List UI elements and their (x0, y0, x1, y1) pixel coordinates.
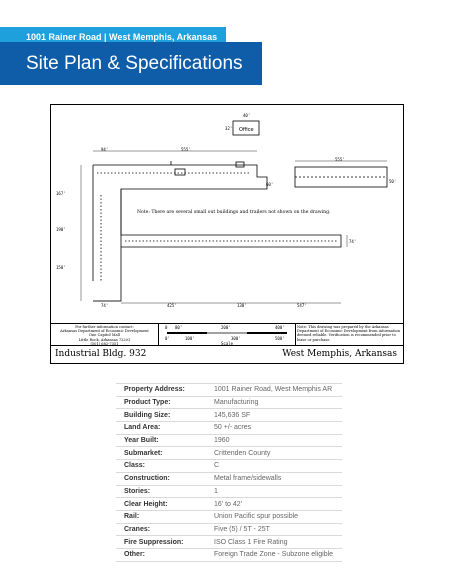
contact-line: (501) 682-7351 (90, 341, 119, 346)
scale-tick: 500' (275, 336, 285, 341)
spec-row (116, 434, 342, 447)
spec-value: Five (5) / 5T - 25T (206, 523, 342, 536)
contact-line: One Capitol Mall (89, 333, 120, 338)
spec-row (116, 422, 342, 435)
address-bar: 1001 Rainer Road | West Memphis, Arkansas (0, 27, 226, 47)
scale-tick: 0' (165, 336, 170, 341)
dim-bottom-b: 138' (237, 303, 247, 308)
spec-value: 145,636 SF (206, 409, 342, 422)
spec-label: Class: (116, 460, 206, 473)
spec-row (116, 460, 342, 473)
dim-top-right: 60' (266, 182, 274, 187)
location-title: West Memphis, Arkansas (282, 349, 397, 359)
dim-right-bldg-end: 50' (389, 179, 397, 184)
dim-top-main: 555' (181, 147, 191, 152)
spec-row (116, 384, 342, 397)
disclaimer-note: Note: This drawing was prepared by the Arkansas Department of Economic Development from information deemed reliable. Verification is recommended prior to lease or purchase. (297, 325, 400, 342)
office-label: Office (239, 127, 254, 133)
drawing-note: Note: There are several small out buildings and trailers not shown on the drawing. (137, 210, 331, 215)
spec-row (116, 498, 342, 511)
spec-label: Property Address: (116, 384, 206, 397)
contact-line: For further information contact: (75, 325, 134, 329)
spec-label: Building Size: (116, 409, 206, 422)
scale-tick: 0 (165, 325, 168, 330)
scale-tick: 200' (221, 325, 231, 330)
spec-label: Clear Height: (116, 498, 206, 511)
specifications-table (116, 383, 342, 562)
spec-label: Rail: (116, 510, 206, 523)
contact-line: Little Rock, Arkansas 72201 (78, 337, 131, 342)
dim-right-mid: 74' (349, 239, 357, 244)
spec-label: Other: (116, 548, 206, 561)
spec-label: Fire Suppression: (116, 536, 206, 549)
dim-right-bldg: 555' (335, 157, 345, 162)
spec-row (116, 485, 342, 498)
spec-row (116, 472, 342, 485)
scale-tick: 400' (275, 325, 285, 330)
spec-row (116, 396, 342, 409)
spec-value: 1001 Rainer Road, West Memphis AR (206, 384, 342, 397)
spec-value: 50 +/- acres (206, 422, 342, 435)
spec-label: Construction: (116, 472, 206, 485)
spec-label: Submarket: (116, 447, 206, 460)
scale-tick: 80' (175, 325, 183, 330)
drawing-footer (51, 323, 403, 346)
spec-value: Manufacturing (206, 396, 342, 409)
contact-block (51, 324, 159, 346)
spec-row (116, 548, 342, 561)
dim-bottom-left: 74' (101, 303, 109, 308)
dim-left-upper: 167' (56, 191, 66, 196)
spec-value: C (206, 460, 342, 473)
spec-label: Stories: (116, 485, 206, 498)
dim-office-side: 32' (225, 126, 233, 131)
spec-row (116, 409, 342, 422)
spec-value: Union Pacific spur possible (206, 510, 342, 523)
spec-label: Product Type: (116, 396, 206, 409)
spec-value: 1960 (206, 434, 342, 447)
spec-value: 1 (206, 485, 342, 498)
dim-office-top: 40' (243, 113, 251, 118)
contact-line: Arkansas Department of Economic Development (60, 329, 149, 334)
main-bldg-outline (93, 165, 341, 301)
spec-row (116, 523, 342, 536)
dim-bottom-a: 425' (167, 303, 177, 308)
scale-tick: 100' (185, 336, 195, 341)
spec-label: Year Built: (116, 434, 206, 447)
spec-value: ISO Class 1 Fire Rating (206, 536, 342, 549)
site-plan-drawing (50, 104, 404, 364)
spec-row (116, 536, 342, 549)
spec-row (116, 510, 342, 523)
dim-top-left: 94' (101, 147, 109, 152)
spec-value: Crittenden County (206, 447, 342, 460)
scale-tick: 300' (231, 336, 241, 341)
dim-left-mid: 190' (56, 227, 66, 232)
dim-bottom-c: 547' (297, 303, 307, 308)
spec-row (116, 447, 342, 460)
dim-left-lower: 150' (56, 265, 66, 270)
spec-label: Cranes: (116, 523, 206, 536)
spec-value: 16' to 42' (206, 498, 342, 511)
building-title: Industrial Bldg. 932 (55, 349, 147, 359)
spec-value: Metal frame/sidewalls (206, 472, 342, 485)
page-title: Site Plan & Specifications (0, 42, 262, 85)
scale-bar (159, 324, 296, 346)
scale-label: Scale (221, 341, 234, 346)
spec-value: Foreign Trade Zone - Subzone eligible (206, 548, 342, 561)
drawing-title-block (51, 345, 403, 364)
spec-label: Land Area: (116, 422, 206, 435)
